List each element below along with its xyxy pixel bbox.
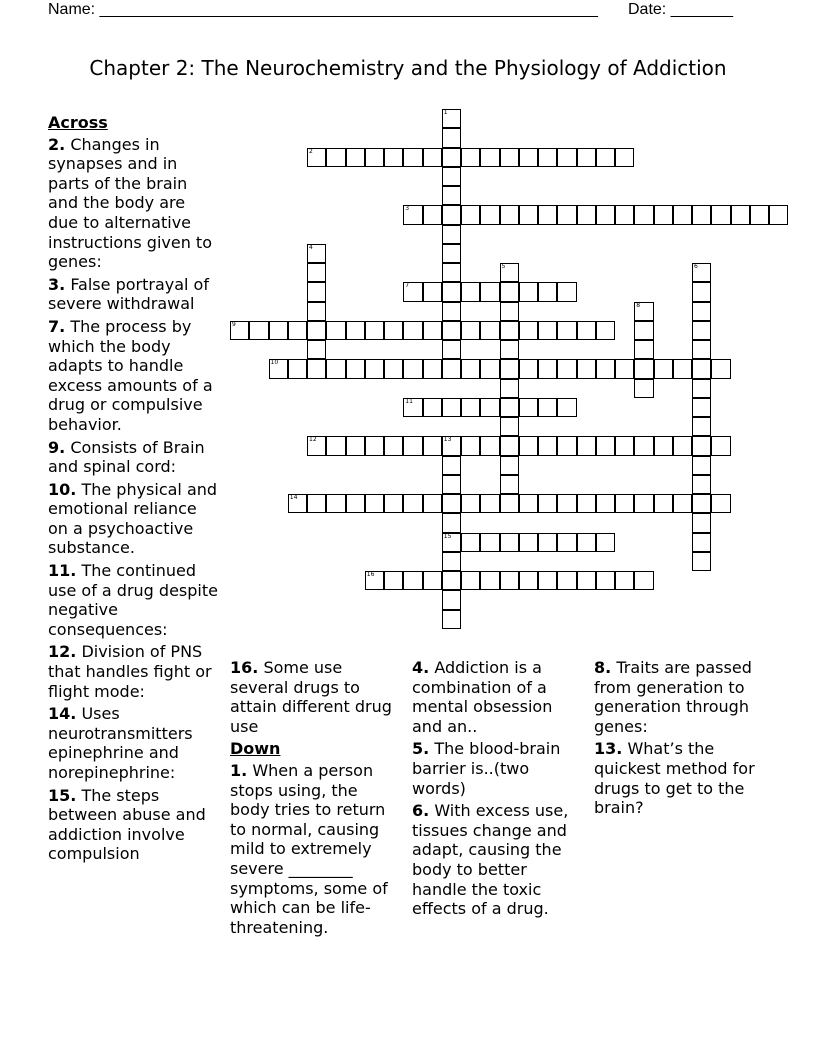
grid-cell[interactable] [596,436,615,455]
grid-cell[interactable] [577,205,596,224]
grid-cell[interactable] [500,436,519,455]
grid-cell[interactable] [519,359,538,378]
grid-cell[interactable] [423,148,442,167]
grid-cell[interactable] [519,436,538,455]
grid-cell[interactable] [307,359,326,378]
grid-cell[interactable] [442,436,461,455]
grid-cell[interactable] [692,533,711,552]
grid-cell[interactable] [500,533,519,552]
grid-cell[interactable] [557,436,576,455]
grid-cell[interactable] [673,494,692,513]
grid-cell[interactable] [480,398,499,417]
grid-cell[interactable] [365,148,384,167]
grid-cell[interactable] [500,475,519,494]
grid-cell[interactable] [423,571,442,590]
grid-cell[interactable] [403,494,422,513]
grid-cell[interactable] [403,398,422,417]
clue-across-15: 15. The steps between abuse and addiction involve compulsion [48,785,206,864]
grid-cell[interactable] [557,494,576,513]
grid-cell[interactable] [461,398,480,417]
grid-cell[interactable] [500,321,519,340]
grid-cell[interactable] [615,205,634,224]
grid-cell[interactable] [634,321,653,340]
grid-cell[interactable] [403,205,422,224]
grid-cell[interactable] [307,282,326,301]
grid-cell[interactable] [577,436,596,455]
grid-cell[interactable] [634,494,653,513]
grid-cell[interactable] [384,436,403,455]
grid-cell[interactable] [538,571,557,590]
grid-cell[interactable] [615,359,634,378]
grid-cell[interactable] [692,379,711,398]
grid-cell[interactable] [403,282,422,301]
clue-across-2: 2. Changes in synapses and in parts of the brain and the body are due to alternative instructions given to genes: [48,134,212,272]
clue-across-11: 11. The continued use of a drug despite negative consequences: [48,561,218,639]
grid-cell[interactable] [480,533,499,552]
grid-cell[interactable] [692,359,711,378]
grid-cell[interactable] [442,456,461,475]
grid-cell[interactable] [500,148,519,167]
grid-cell[interactable] [288,321,307,340]
grid-cell[interactable] [557,571,576,590]
clue-down-4: 4. Addiction is a combination of a mental obsession and an.. [412,658,553,736]
grid-cell[interactable] [500,282,519,301]
grid-cell[interactable] [461,321,480,340]
grid-cell[interactable] [269,359,288,378]
grid-cell[interactable] [596,148,615,167]
grid-cell[interactable] [480,148,499,167]
grid-cell[interactable] [692,494,711,513]
grid-cell[interactable] [500,302,519,321]
cell-number: 2 [309,147,313,155]
grid-cell[interactable] [442,590,461,609]
grid-cell[interactable] [692,398,711,417]
cell-number: 7 [405,282,410,290]
grid-cell[interactable] [423,436,442,455]
grid-cell[interactable] [673,205,692,224]
grid-cell[interactable] [346,321,365,340]
cell-number: 14 [289,494,298,501]
clues-column-1 [48,113,220,867]
grid-cell[interactable] [538,398,557,417]
cell-number: 3 [405,205,410,213]
grid-cell[interactable] [442,321,461,340]
grid-cell[interactable] [596,533,615,552]
clues-column-3 [412,658,584,922]
grid-cell[interactable] [326,436,345,455]
grid-cell[interactable] [711,494,730,513]
grid-cell[interactable] [577,571,596,590]
grid-cell[interactable] [403,571,422,590]
grid-cell[interactable] [442,513,461,532]
grid-cell[interactable] [711,436,730,455]
grid-cell[interactable] [442,128,461,147]
cell-number: 9 [232,320,236,328]
grid-cell[interactable] [634,359,653,378]
grid-cell[interactable] [442,282,461,301]
grid-cell[interactable] [519,205,538,224]
grid-cell[interactable] [461,571,480,590]
grid-cell[interactable] [538,494,557,513]
grid-cell[interactable] [442,571,461,590]
grid-cell[interactable] [442,533,461,552]
grid-cell[interactable] [500,571,519,590]
clues-column-4 [594,658,766,821]
grid-cell[interactable] [596,205,615,224]
grid-cell[interactable] [577,321,596,340]
grid-cell[interactable] [307,340,326,359]
clue-across-14: 14. Uses neurotransmitters epinephrine and norepinephrine: [48,704,193,782]
grid-cell[interactable] [692,282,711,301]
grid-cell[interactable] [692,340,711,359]
grid-cell[interactable] [461,359,480,378]
grid-cell[interactable] [654,205,673,224]
across-heading: Across [48,113,108,132]
grid-cell[interactable] [461,205,480,224]
grid-cell[interactable] [634,340,653,359]
grid-cell[interactable] [480,571,499,590]
grid-cell[interactable] [423,494,442,513]
grid-cell[interactable] [519,533,538,552]
cell-number: 1 [443,109,448,116]
grid-cell[interactable] [346,359,365,378]
grid-cell[interactable] [692,417,711,436]
grid-cell[interactable] [500,340,519,359]
cell-number: 8 [636,301,641,309]
grid-cell[interactable] [480,436,499,455]
clue-across-16: 16. Some use several drugs to attain different drug use [230,658,392,736]
grid-cell[interactable] [403,321,422,340]
grid-cell[interactable] [577,148,596,167]
grid-cell[interactable] [654,494,673,513]
grid-cell[interactable] [442,109,461,128]
grid-cell[interactable] [288,494,307,513]
grid-cell[interactable] [442,148,461,167]
grid-cell[interactable] [500,494,519,513]
grid-cell[interactable] [365,321,384,340]
date-field: Date: _______ [628,1,733,18]
grid-cell[interactable] [365,494,384,513]
grid-cell[interactable] [442,475,461,494]
grid-cell[interactable] [634,379,653,398]
grid-cell[interactable] [615,148,634,167]
clue-down-8: 8. Traits are passed from generation to generation through genes: [594,658,752,736]
grid-cell[interactable] [442,340,461,359]
grid-cell[interactable] [442,263,461,282]
grid-cell[interactable] [442,205,461,224]
clue-down-5: 5. The blood-brain barrier is..(two words) [412,739,561,798]
grid-cell[interactable] [480,494,499,513]
grid-cell[interactable] [442,186,461,205]
grid-cell[interactable] [461,148,480,167]
cell-number: 12 [309,436,317,444]
grid-cell[interactable] [423,282,442,301]
grid-cell[interactable] [557,359,576,378]
grid-cell[interactable] [500,263,519,282]
grid-cell[interactable] [557,282,576,301]
clue-across-10: 10. The physical and emotional reliance on a psychoactive substance. [48,479,218,558]
grid-cell[interactable] [442,398,461,417]
grid-cell[interactable] [692,552,711,571]
grid-cell[interactable] [500,379,519,398]
grid-cell[interactable] [557,533,576,552]
grid-cell[interactable] [500,417,519,436]
cell-number: 15 [443,532,452,540]
grid-cell[interactable] [307,263,326,282]
grid-cell[interactable] [692,263,711,282]
grid-cell[interactable] [326,148,345,167]
down-heading: Down [230,739,281,759]
grid-cell[interactable] [307,436,326,455]
grid-cell[interactable] [634,571,653,590]
grid-cell[interactable] [230,321,249,340]
grid-cell[interactable] [423,359,442,378]
grid-cell[interactable] [307,302,326,321]
grid-cell[interactable] [307,321,326,340]
grid-cell[interactable] [577,494,596,513]
grid-cell[interactable] [307,148,326,167]
grid-cell[interactable] [326,321,345,340]
grid-cell[interactable] [384,494,403,513]
grid-cell[interactable] [654,436,673,455]
grid-cell[interactable] [711,205,730,224]
grid-cell[interactable] [596,321,615,340]
grid-cell[interactable] [480,321,499,340]
grid-cell[interactable] [442,494,461,513]
grid-cell[interactable] [500,359,519,378]
grid-cell[interactable] [538,148,557,167]
grid-cell[interactable] [615,494,634,513]
grid-cell[interactable] [384,571,403,590]
grid-cell[interactable] [442,552,461,571]
grid-cell[interactable] [326,359,345,378]
grid-cell[interactable] [346,148,365,167]
clue-across-12: 12. Division of PNS that handles fight or flight mode: [48,642,212,701]
cell-number: 13 [443,436,452,444]
name-field: Name: ________________________________________________________ [48,1,598,18]
clue-down-1: 1. When a person stops using, the body tries to return to normal, causing mild to extremely severe ________ symptoms, some of which can be life-threatening. [230,760,388,937]
grid-cell[interactable] [442,302,461,321]
cell-number: 10 [270,359,279,367]
grid-cell[interactable] [673,359,692,378]
grid-cell[interactable] [692,475,711,494]
grid-cell[interactable] [249,321,268,340]
grid-cell[interactable] [557,321,576,340]
grid-cell[interactable] [307,244,326,263]
grid-cell[interactable] [461,282,480,301]
clue-down-13: 13. What’s the quickest method for drugs to get to the brain? [594,739,755,818]
grid-cell[interactable] [384,321,403,340]
grid-cell[interactable] [288,359,307,378]
grid-cell[interactable] [673,436,692,455]
grid-cell[interactable] [577,533,596,552]
grid-cell[interactable] [307,494,326,513]
grid-cell[interactable] [615,436,634,455]
grid-cell[interactable] [519,398,538,417]
page-title: Chapter 2: The Neurochemistry and the Physiology of Addiction [89,56,727,80]
grid-cell[interactable] [692,436,711,455]
grid-cell[interactable] [557,205,576,224]
grid-cell[interactable] [596,494,615,513]
grid-cell[interactable] [538,436,557,455]
clues-column-2 [230,658,402,940]
grid-cell[interactable] [423,205,442,224]
grid-cell[interactable] [538,205,557,224]
grid-cell[interactable] [403,436,422,455]
grid-cell[interactable] [769,205,788,224]
grid-cell[interactable] [731,205,750,224]
grid-cell[interactable] [692,302,711,321]
clue-across-7: 7. The process by which the body adapts to handle excess amounts of a drug or compulsive behavior. [48,316,213,434]
grid-cell[interactable] [596,571,615,590]
grid-cell[interactable] [442,359,461,378]
grid-cell[interactable] [538,359,557,378]
grid-cell[interactable] [692,513,711,532]
grid-cell[interactable] [346,436,365,455]
grid-cell[interactable] [557,148,576,167]
cell-number: 16 [366,571,375,578]
grid-cell[interactable] [538,282,557,301]
grid-cell[interactable] [461,533,480,552]
grid-cell[interactable] [461,494,480,513]
grid-cell[interactable] [596,359,615,378]
grid-cell[interactable] [750,205,769,224]
cell-number: 4 [309,243,313,251]
grid-cell[interactable] [384,359,403,378]
grid-cell[interactable] [634,436,653,455]
grid-cell[interactable] [634,302,653,321]
grid-cell[interactable] [634,205,653,224]
grid-cell[interactable] [519,321,538,340]
grid-cell[interactable] [384,148,403,167]
grid-cell[interactable] [500,456,519,475]
grid-cell[interactable] [423,398,442,417]
grid-cell[interactable] [403,359,422,378]
grid-cell[interactable] [500,205,519,224]
grid-cell[interactable] [442,167,461,186]
grid-cell[interactable] [692,205,711,224]
grid-cell[interactable] [519,571,538,590]
cell-number: 5 [501,263,506,270]
grid-cell[interactable] [692,321,711,340]
grid-cell[interactable] [519,494,538,513]
grid-cell[interactable] [480,282,499,301]
grid-cell[interactable] [692,456,711,475]
grid-cell[interactable] [403,148,422,167]
grid-cell[interactable] [538,533,557,552]
grid-cell[interactable] [480,359,499,378]
grid-cell[interactable] [557,398,576,417]
grid-cell[interactable] [442,244,461,263]
grid-cell[interactable] [365,571,384,590]
grid-cell[interactable] [615,571,634,590]
clue-down-6: 6. With excess use, tissues change and adapt, causing the body to better handle the toxic effects of a drug. [412,801,569,919]
grid-cell[interactable] [519,148,538,167]
grid-cell[interactable] [500,398,519,417]
grid-cell[interactable] [442,610,461,629]
grid-cell[interactable] [480,205,499,224]
grid-cell[interactable] [577,359,596,378]
grid-cell[interactable] [365,436,384,455]
grid-cell[interactable] [519,282,538,301]
grid-cell[interactable] [269,321,288,340]
grid-cell[interactable] [346,494,365,513]
grid-cell[interactable] [442,225,461,244]
grid-cell[interactable] [423,321,442,340]
cell-number: 6 [694,263,698,270]
clue-across-9: 9. Consists of Brain and spinal cord: [48,437,205,477]
grid-cell[interactable] [654,359,673,378]
grid-cell[interactable] [711,359,730,378]
grid-cell[interactable] [365,359,384,378]
grid-cell[interactable] [326,494,345,513]
grid-cell[interactable] [461,436,480,455]
clue-across-3: 3. False portrayal of severe withdrawal [48,274,209,314]
grid-cell[interactable] [538,321,557,340]
cell-number: 11 [405,397,413,405]
